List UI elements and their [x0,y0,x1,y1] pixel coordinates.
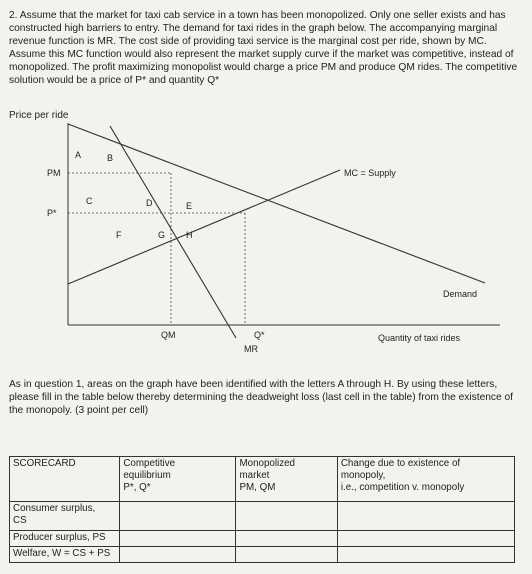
area-b-label: B [107,153,114,163]
y-axis-label: Price per ride [9,110,69,121]
cell-cs-competitive[interactable] [120,502,236,531]
demand-label: Demand [443,289,478,299]
cell-cs-monopolized[interactable] [236,502,337,531]
area-c-label: C [86,196,93,206]
question-text: 2. Assume that the market for taxi cab service in a town has been monopolized. Only one seller exists and has constructed high barriers to entry. The demand for taxi rides in the graph below. The accompanying marginal revenue function is MR. The cost side of providing taxi service is the marginal cost per ride, shown by MC. Assume this MC function would also represent the market supply curve if the market was competitive, instead of monopolized. The profit maximizing monopolist would charge a price PM and produce QM rides. The competitive solution would be a price of P* and quantity Q* [9,10,518,86]
x-axis-label: Quantity of taxi rides [378,333,461,343]
instructions-text: As in question 1, areas on the graph have been identified with the letters A through H. By using these letters, please fill in the table below thereby determining the deadweight loss (last cell in the table) from the existence of the monopoly. (3 point per cell) [9,379,513,416]
qstar-label: Q* [254,330,265,340]
demand-curve [68,124,485,283]
row-welfare [10,547,515,563]
row-label: Producer surplus, PS [10,531,120,547]
mc-curve [68,170,340,284]
row-label: Consumer surplus, CS [10,502,120,531]
area-g-label: G [158,230,166,240]
cell-cs-change[interactable] [337,502,514,531]
mr-label: MR [244,344,258,354]
header-monopolized: Monopolized market PM, QM [236,457,337,502]
qm-label: QM [161,330,176,340]
cell-ps-change[interactable] [337,531,514,547]
header-competitive: Competitive equilibrium P*, Q* [120,457,236,502]
row-producer-surplus [10,531,515,547]
scorecard-header-row [10,457,515,502]
row-label: Welfare, W = CS + PS [10,547,120,563]
mc-label: MC = Supply [344,168,396,178]
pstar-label: P* [47,208,57,218]
area-f-label: F [116,230,122,240]
area-d-label: D [146,198,153,208]
area-a-label: A [75,150,82,160]
pm-label: PM [47,168,61,178]
cell-w-change[interactable] [337,547,514,563]
monopoly-graph [0,120,532,370]
cell-ps-monopolized[interactable] [236,531,337,547]
scorecard-table [9,456,515,563]
cell-w-competitive[interactable] [120,547,236,563]
scorecard-title: SCORECARD [10,457,120,502]
cell-ps-competitive[interactable] [120,531,236,547]
cell-w-monopolized[interactable] [236,547,337,563]
mr-curve [110,126,236,338]
area-h-label: H [186,230,193,240]
area-e-label: E [186,201,193,211]
header-change: Change due to existence of monopoly, i.e., competition v. monopoly [337,457,514,502]
row-consumer-surplus [10,502,515,531]
